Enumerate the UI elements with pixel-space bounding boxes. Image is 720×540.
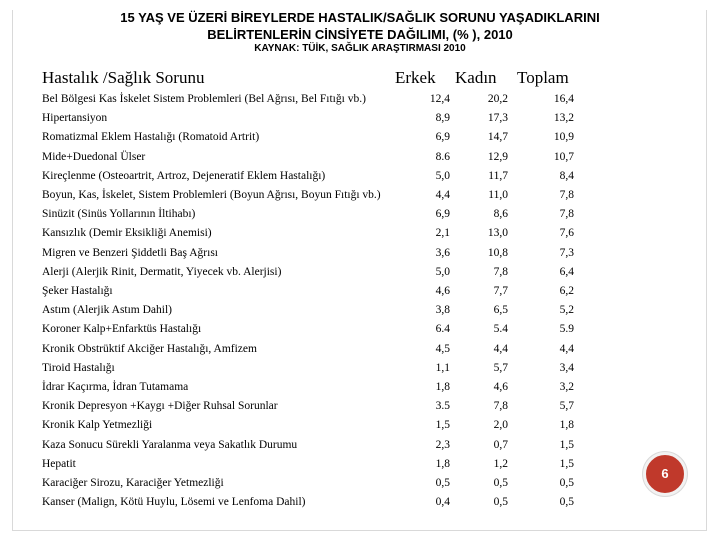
row-female-value: 11,0	[488, 189, 508, 201]
row-male-value: 6,9	[435, 131, 450, 144]
row-female-value: 10,8	[487, 246, 508, 259]
row-label: Astım (Alerjik Astım Dahil)	[42, 304, 173, 317]
table-row	[0, 362, 720, 381]
row-male-value: 0,5	[435, 477, 450, 489]
row-female-value: 17,3	[487, 112, 508, 125]
table-row	[0, 343, 720, 362]
table-row	[0, 419, 720, 438]
row-label: Migren ve Benzeri Şiddetli Baş Ağrısı	[42, 246, 218, 259]
row-female-value: 7,7	[493, 285, 508, 297]
row-female-value: 5,7	[493, 361, 508, 374]
table-row	[0, 247, 720, 266]
column-header-condition: Hastalık /Sağlık Sorunu	[42, 68, 205, 87]
table-row	[0, 93, 720, 112]
row-total-value: 8,4	[559, 169, 574, 182]
table-row	[0, 151, 720, 170]
row-female-value: 12,9	[487, 150, 508, 163]
row-female-value: 11,7	[488, 169, 508, 182]
row-total-value: 4,4	[559, 342, 574, 355]
row-label: Bel Bölgesi Kas İskelet Sistem Problemleri (Bel Ağrısı, Bel Fıtığı vb.)	[42, 93, 366, 105]
row-label: Kansızlık (Demir Eksikliği Anemisi)	[42, 227, 212, 240]
row-total-value: 16,4	[553, 93, 574, 105]
slide-title-line-1: 15 YAŞ VE ÜZERİ BİREYLERDE HASTALIK/SAĞLIK SORUNU YAŞADIKLARINI	[120, 10, 600, 25]
slide-frame-bottom	[12, 530, 707, 531]
row-label: İdrar Kaçırma, İdran Tutamama	[42, 381, 189, 393]
table-row	[0, 496, 720, 515]
table-row	[0, 304, 720, 323]
table-row	[0, 266, 720, 285]
row-label: Sinüzit (Sinüs Yollarının İltihabı)	[42, 208, 196, 221]
row-label: Mide+Duedonal Ülser	[42, 150, 146, 163]
row-male-value: 12,4	[429, 93, 450, 105]
row-label: Kireçlenme (Osteoartrit, Artroz, Dejeneratif Eklem Hastalığı)	[42, 169, 326, 182]
row-male-value: 8.6	[435, 150, 450, 163]
table-row	[0, 477, 720, 496]
row-male-value: 1,5	[435, 419, 450, 432]
row-female-value: 7,8	[493, 400, 508, 413]
row-male-value: 6,9	[435, 208, 450, 221]
row-male-value: 4,6	[435, 285, 450, 297]
row-male-value: 4,4	[435, 189, 450, 201]
row-total-value: 7,3	[559, 246, 574, 259]
row-male-value: 4,5	[435, 342, 450, 355]
row-male-value: 3,6	[435, 246, 450, 259]
row-total-value: 0,5	[559, 477, 574, 489]
row-label: Boyun, Kas, İskelet, Sistem Problemleri (Boyun Ağrısı, Boyun Fıtığı vb.)	[42, 189, 381, 201]
row-total-value: 6,2	[559, 285, 574, 297]
row-female-value: 14,7	[487, 131, 508, 144]
table-row	[0, 189, 720, 208]
table-row	[0, 170, 720, 189]
row-female-value: 1,2	[493, 457, 508, 470]
row-male-value: 5,0	[435, 265, 450, 278]
row-male-value: 3,8	[435, 304, 450, 317]
page-number-badge: 6	[643, 452, 687, 496]
row-label: Koroner Kalp+Enfarktüs Hastalığı	[42, 323, 202, 336]
row-male-value: 0,4	[435, 496, 450, 509]
row-label: Karaciğer Sirozu, Karaciğer Yetmezliği	[42, 477, 224, 489]
row-female-value: 4,6	[493, 381, 508, 393]
row-male-value: 3.5	[435, 400, 450, 413]
row-total-value: 5,2	[559, 304, 574, 317]
row-male-value: 2,3	[435, 438, 450, 451]
row-total-value: 10,7	[553, 150, 574, 163]
row-label: Kaza Sonucu Sürekli Yaralanma veya Sakatlık Durumu	[42, 438, 298, 451]
row-label: Şeker Hastalığı	[42, 285, 113, 297]
table-row	[0, 131, 720, 150]
source-note: KAYNAK: TÜİK, SAĞLIK ARAŞTIRMASI 2010	[254, 43, 466, 54]
table-row	[0, 439, 720, 458]
row-male-value: 2,1	[435, 227, 450, 240]
row-total-value: 1,5	[559, 457, 574, 470]
row-label: Tiroid Hastalığı	[42, 361, 115, 374]
row-total-value: 3,2	[559, 381, 574, 393]
row-female-value: 0,5	[493, 496, 508, 509]
row-total-value: 6,4	[559, 265, 574, 278]
row-female-value: 8,6	[493, 208, 508, 221]
row-label: Hepatit	[42, 457, 76, 470]
column-header-male: Erkek	[395, 68, 436, 87]
row-total-value: 7,6	[559, 227, 574, 240]
row-total-value: 5.9	[559, 323, 574, 336]
table-row	[0, 227, 720, 246]
table-row	[0, 400, 720, 419]
table-row	[0, 208, 720, 227]
row-total-value: 1,8	[559, 419, 574, 432]
row-label: Romatizmal Eklem Hastalığı (Romatoid Artrit)	[42, 131, 260, 144]
row-female-value: 4,4	[493, 342, 508, 355]
row-label: Kronik Depresyon +Kaygı +Diğer Ruhsal Sorunlar	[42, 400, 278, 413]
slide-title-line-2: BELİRTENLERİN CİNSİYETE DAĞILIMI, (% ), 2010	[207, 27, 513, 42]
row-total-value: 3,4	[559, 361, 574, 374]
row-female-value: 13,0	[487, 227, 508, 240]
row-label: Kronik Kalp Yetmezliği	[42, 419, 153, 432]
row-total-value: 0,5	[559, 496, 574, 509]
table-row	[0, 285, 720, 304]
row-male-value: 1,1	[435, 361, 450, 374]
table-row	[0, 381, 720, 400]
row-male-value: 1,8	[435, 457, 450, 470]
row-total-value: 7,8	[559, 189, 574, 201]
row-total-value: 10,9	[553, 131, 574, 144]
row-label: Kanser (Malign, Kötü Huylu, Lösemi ve Lenfoma Dahil)	[42, 496, 306, 509]
table-row	[0, 112, 720, 131]
row-female-value: 2,0	[493, 419, 508, 432]
row-male-value: 5,0	[435, 169, 450, 182]
row-female-value: 5.4	[493, 323, 508, 336]
row-female-value: 0,7	[493, 438, 508, 451]
row-total-value: 5,7	[559, 400, 574, 413]
table-row	[0, 458, 720, 477]
table-row	[0, 323, 720, 342]
row-label: Alerji (Alerjik Rinit, Dermatit, Yiyecek vb. Alerjisi)	[42, 265, 282, 278]
row-total-value: 7,8	[559, 208, 574, 221]
row-female-value: 0,5	[493, 477, 508, 489]
row-label: Kronik Obstrüktif Akciğer Hastalığı, Amfizem	[42, 342, 257, 355]
slide-title	[0, 9, 720, 43]
row-female-value: 6,5	[493, 304, 508, 317]
column-header-female: Kadın	[455, 68, 497, 87]
row-male-value: 6.4	[435, 323, 450, 336]
row-male-value: 1,8	[435, 381, 450, 393]
row-male-value: 8,9	[435, 112, 450, 125]
row-total-value: 1,5	[559, 438, 574, 451]
row-female-value: 20,2	[487, 93, 508, 105]
row-total-value: 13,2	[553, 112, 574, 125]
column-header-total: Toplam	[517, 68, 569, 87]
row-female-value: 7,8	[493, 265, 508, 278]
row-label: Hipertansiyon	[42, 112, 108, 125]
